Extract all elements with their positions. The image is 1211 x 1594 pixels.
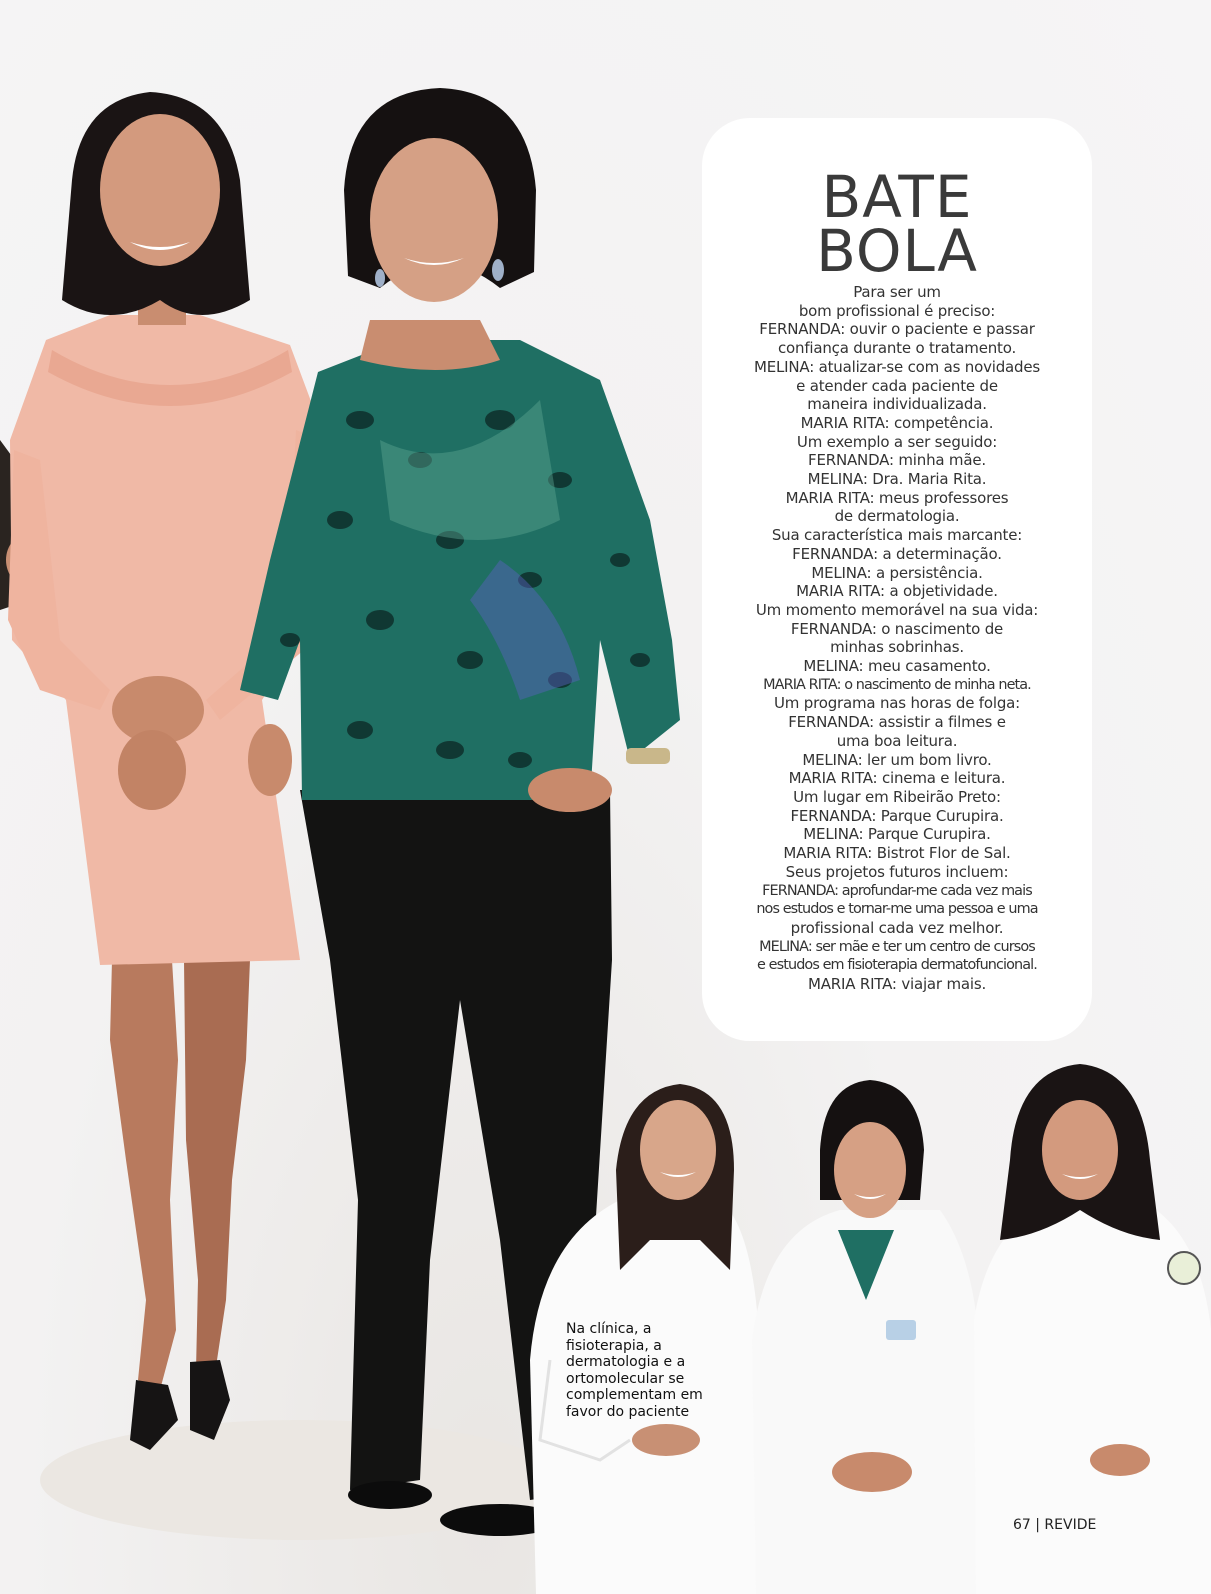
qa-line: Um momento memorável na sua vida: xyxy=(755,600,1039,619)
qa-line: FERNANDA: minha mãe. xyxy=(808,451,986,470)
caption-line: favor do paciente xyxy=(566,1403,690,1420)
qa-line: FERNANDA: a determinação. xyxy=(792,544,1002,563)
qa-line: FERNANDA: ouvir o paciente e passar xyxy=(759,320,1035,339)
qa-line: MELINA: atualizar-se com as novidades xyxy=(753,357,1041,376)
qa-line: Um programa nas horas de folga: xyxy=(774,694,1020,713)
caption-line: ortomolecular se xyxy=(566,1370,685,1387)
qa-line: MELINA: meu casamento. xyxy=(803,657,991,676)
qa-line: Sua característica mais marcante: xyxy=(771,526,1023,545)
caption-line: Na clínica, a xyxy=(566,1321,652,1337)
qa-line: profissional cada vez melhor. xyxy=(790,918,1004,937)
qa-line: MARIA RITA: Bistrot Flor de Sal. xyxy=(783,844,1011,863)
qa-line: Um lugar em Ribeirão Preto: xyxy=(793,787,1001,806)
caption-line: fisioterapia, a xyxy=(566,1337,662,1354)
qa-line: FERNANDA: assistir a filmes e xyxy=(788,713,1006,732)
woman-coat-middle xyxy=(752,1080,980,1594)
qa-line: MARIA RITA: o nascimento de minha neta. xyxy=(763,676,1031,693)
page-folio: 67 | REVIDE xyxy=(1013,1517,1097,1533)
qa-line: Para ser um xyxy=(853,283,941,301)
card-title xyxy=(702,163,1092,285)
qa-line: FERNANDA: Parque Curupira. xyxy=(790,806,1004,825)
qa-line: minhas sobrinhas. xyxy=(830,638,964,657)
qa-line: MELINA: ser mãe e ter um centro de cursos xyxy=(759,938,1035,955)
card-title-line-1: BATE xyxy=(821,163,973,231)
qa-line: FERNANDA: aprofundar-me cada vez mais xyxy=(762,882,1032,899)
photo-caption xyxy=(566,1321,716,1421)
qa-line: bom profissional é preciso: xyxy=(798,301,996,320)
qa-line: MELINA: ler um bom livro. xyxy=(802,750,992,769)
clinic-badge-icon xyxy=(1168,1252,1200,1284)
caption-line: complementam em xyxy=(566,1387,703,1404)
qa-line: nos estudos e tornar-me uma pessoa e uma xyxy=(756,901,1038,918)
qa-line: MARIA RITA: cinema e leitura. xyxy=(788,769,1006,788)
qa-line: MARIA RITA: a objetividade. xyxy=(796,582,998,601)
qa-line: uma boa leitura. xyxy=(836,731,958,750)
qa-line: MELINA: Parque Curupira. xyxy=(803,825,991,844)
interview-answers xyxy=(718,283,1076,994)
bate-bola-card xyxy=(702,118,1092,1041)
qa-line: maneira individualizada. xyxy=(807,395,987,414)
qa-line: e estudos em fisioterapia dermatofuncional. xyxy=(757,957,1037,974)
qa-line: Seus projetos futuros incluem: xyxy=(785,862,1009,881)
qa-line: MARIA RITA: competência. xyxy=(800,413,994,432)
qa-line: MARIA RITA: viajar mais. xyxy=(807,975,987,994)
caption-line: dermatologia e a xyxy=(566,1354,686,1371)
qa-line: confiança durante o tratamento. xyxy=(777,339,1017,358)
qa-line: MELINA: Dra. Maria Rita. xyxy=(807,470,987,489)
qa-line: MELINA: a persistência. xyxy=(811,563,983,582)
card-title-line-2: BOLA xyxy=(816,217,978,285)
qa-line: e atender cada paciente de xyxy=(796,376,998,395)
qa-line: MARIA RITA: meus professores xyxy=(785,488,1009,507)
qa-line: de dermatologia. xyxy=(834,507,960,526)
qa-line: FERNANDA: o nascimento de xyxy=(790,619,1004,638)
qa-line: Um exemplo a ser seguido: xyxy=(796,432,998,451)
woman-coat-right xyxy=(974,1064,1211,1594)
